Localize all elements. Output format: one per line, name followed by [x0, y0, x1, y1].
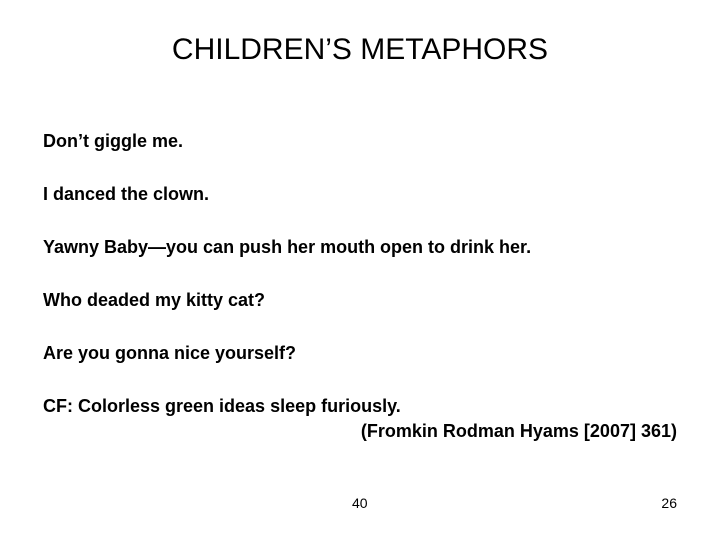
- example-sentence: Are you gonna nice yourself?: [43, 343, 297, 363]
- comparison-sentence: CF: Colorless green ideas sleep furiously.: [43, 396, 401, 416]
- example-sentence: Who deaded my kitty cat?: [43, 290, 266, 310]
- citation: (Fromkin Rodman Hyams [2007] 361): [360, 421, 677, 441]
- page-number: 26: [661, 495, 677, 511]
- slide-title: CHILDREN’S METAPHORS: [171, 33, 549, 66]
- example-sentence: I danced the clown.: [43, 184, 210, 204]
- example-sentence: Yawny Baby—you can push her mouth open to drink her.: [43, 237, 532, 257]
- footer-center-number: 40: [352, 495, 368, 511]
- example-sentence: Don’t giggle me.: [43, 131, 184, 151]
